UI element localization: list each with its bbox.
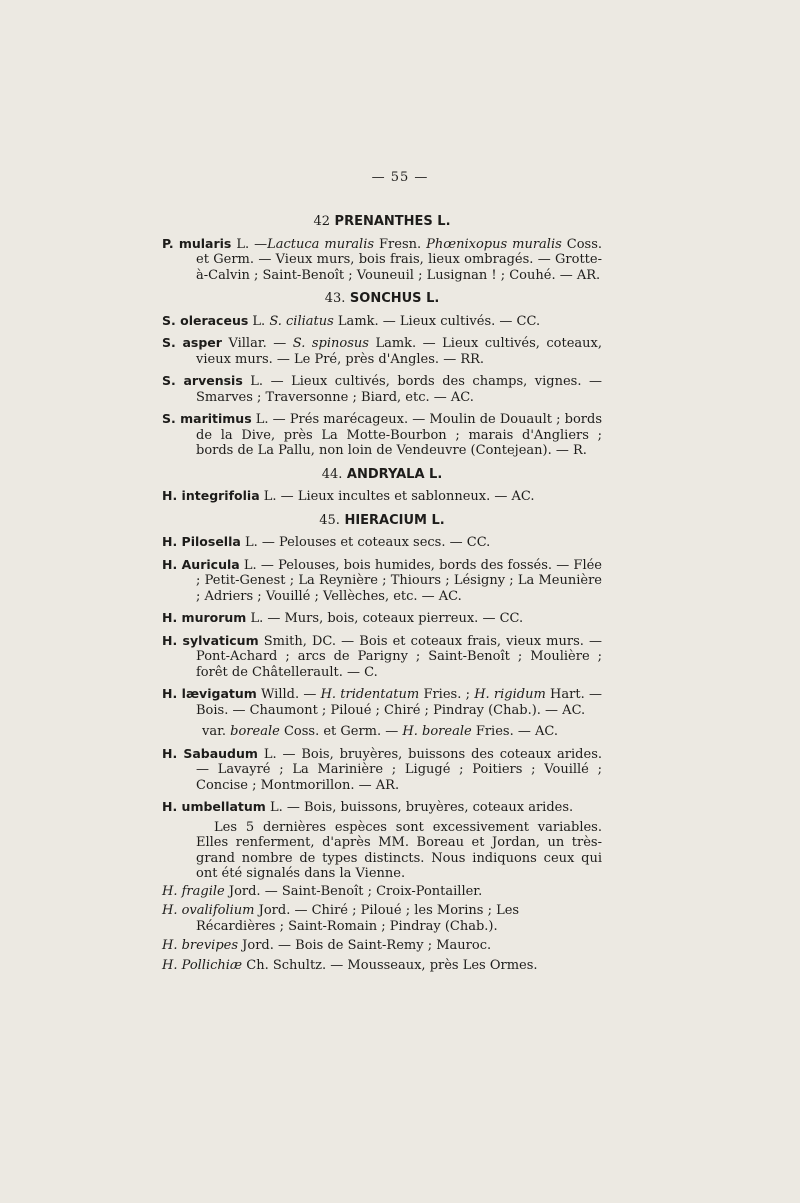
- minor-species-name: H. ovalifolium: [162, 903, 255, 918]
- species-name: S. maritimus: [162, 411, 252, 426]
- species-author: L.: [248, 313, 270, 329]
- flora-text: [162, 206, 602, 977]
- variety-line: [162, 724, 602, 740]
- species-name: H. lævigatum: [162, 686, 257, 701]
- species-author: L. —: [257, 746, 302, 762]
- species-text: Pelouses et coteaux secs. — CC.: [278, 535, 491, 550]
- species-name: H. Pilosella: [162, 534, 241, 549]
- species-name: P. mularis: [162, 235, 232, 251]
- species-author: L. —: [242, 374, 292, 389]
- minor-species-text: Jord. — Chiré ; Piloué ; les Morins ; Les Récardières ; Saint-Romain ; Pindray (Chab.).: [196, 903, 520, 934]
- species-entry: [162, 236, 602, 284]
- genus-number: 45.: [319, 512, 340, 528]
- species-name: H. integrifolia: [162, 488, 260, 503]
- species-text: Bois et coteaux frais, vieux murs. — Pont-Achard ; arcs de Parigny ; Saint-Benoît ; Moulière ; forêt de Châtellerault. — C.: [196, 633, 602, 680]
- species-text: Murs, bois, coteaux pierreux. — CC.: [284, 611, 524, 626]
- minor-species-entry: [162, 884, 602, 900]
- species-entry: [162, 313, 602, 330]
- genus-name: HIERACIUM L.: [344, 512, 445, 528]
- species-name: S. asper: [162, 335, 222, 350]
- species-author: L. —: [240, 535, 279, 550]
- species-name: H. Auricula: [162, 556, 240, 572]
- species-author: Villar. —: [221, 336, 293, 351]
- page-number: — 55 —: [371, 170, 429, 185]
- species-entry: [162, 335, 602, 367]
- synonym-2: Phœnixopus muralis: [426, 236, 562, 252]
- genus-name: PRENANTHES L.: [334, 214, 451, 229]
- genus-heading: [162, 291, 602, 307]
- species-entry: [162, 686, 602, 718]
- species-author: Willd. —: [256, 687, 321, 702]
- species-author: L. —: [259, 489, 298, 504]
- species-text: Bois, bruyères, buissons des coteaux arides. — Lavayré ; La Marinière ; Ligugé ; Poitiers ; Vouillé ; Concise ; Montmorillon. — AR.: [196, 746, 603, 793]
- species-text: Coss. et Germ. — Vieux murs, bois frais, lieux ombragés. — Grotte-à-Calvin ; Saint-Benoît ; Vouneuil ; Lusignan ! ; Couhé. — AR.: [196, 236, 603, 283]
- minor-species-text: Jord. — Saint-Benoît ; Croix-Pontailler.: [224, 883, 483, 899]
- species-text: Hart. — Bois. — Chaumont ; Piloué ; Chiré ; Pindray (Chab.). — AC.: [196, 687, 602, 718]
- minor-species-name: H. fragile: [162, 883, 225, 899]
- species-name: H. sylvaticum: [162, 632, 259, 648]
- species-text: Lieux cultivés, bords des champs, vignes. — Smarves ; Traversonne ; Biard, etc. — AC.: [196, 374, 602, 405]
- species-author: L. —: [265, 800, 304, 815]
- species-text: Bois, buissons, bruyères, coteaux arides.: [304, 800, 574, 815]
- minor-species-text: Jord. — Bois de Saint-Remy ; Mauroc.: [238, 938, 492, 953]
- species-text: Lamk. — Lieux cultivés. — CC.: [333, 313, 541, 329]
- species-author: L. —: [231, 236, 268, 252]
- species-name: S. oleraceus: [162, 312, 249, 328]
- variety-text: Fries. — AC.: [471, 724, 558, 739]
- species-entry: [162, 534, 602, 551]
- minor-species-entry: [162, 903, 602, 934]
- species-name: H. umbellatum: [162, 799, 266, 814]
- species-text: Pelouses, bois humides, bords des fossés. — Flée ; Petit-Genest ; La Reynière ; Thiours ; Lésigny ; La Meunière ; Adriers ; Vouillé ; Vellèches, etc. — AC.: [196, 557, 602, 604]
- genus-number: 42: [313, 214, 331, 229]
- genus-heading: [162, 467, 602, 483]
- species-entry: [162, 411, 602, 459]
- genus-heading: [162, 214, 602, 230]
- variety-prefix: var.: [202, 724, 231, 739]
- minor-species-name: H. brevipes: [162, 938, 239, 953]
- species-author: L. —: [251, 412, 290, 427]
- variety-synonym: H. boreale: [402, 724, 472, 739]
- species-author: L. —: [239, 557, 279, 573]
- editorial-note: Les 5 dernières espèces sont excessivement variables. Elles renferment, d'après MM. Boreau et Jordan, un très-grand nombre de types distincts. Nous indiquons ceux qui ont été signalés dans la Vienne.: [196, 819, 602, 881]
- species-author: L. —: [246, 611, 285, 626]
- species-entry: [162, 746, 602, 794]
- species-name: H. murorum: [162, 610, 247, 625]
- variety-name: boreale: [230, 724, 280, 739]
- synonym: S. ciliatus: [269, 313, 334, 329]
- minor-species-name: H. Pollichiæ: [162, 957, 243, 973]
- synonym: S. spinosus: [292, 336, 369, 351]
- species-entry: [162, 799, 602, 816]
- genus-heading: [162, 513, 602, 529]
- minor-species-text: Ch. Schultz. — Mousseaux, près Les Ormes.: [242, 957, 538, 973]
- genus-number: 44.: [321, 466, 343, 482]
- species-text: Lieux incultes et sablonneux. — AC.: [297, 489, 535, 504]
- variety-author: Coss. et Germ. —: [279, 724, 403, 739]
- species-name: S. arvensis: [162, 373, 243, 388]
- species-entry: [162, 488, 602, 505]
- species-author: Smith, DC. —: [258, 633, 360, 649]
- minor-species-entry: [162, 938, 602, 954]
- synonym-author: Fresn.: [374, 236, 427, 252]
- species-text: Prés marécageux. — Moulin de Douault ; bords de la Dive, près La Motte-Bourbon ; marais d'Angliers ; bords de La Pallu, non loin de Vendeuvre (Contejean). — R.: [196, 412, 603, 458]
- synonym-author: Fries. ;: [419, 687, 475, 702]
- species-text: Lamk. — Lieux cultivés, coteaux, vieux murs. — Le Pré, près d'Angles. — RR.: [196, 336, 603, 367]
- species-entry: [162, 557, 602, 605]
- species-entry: [162, 633, 602, 681]
- species-entry: [162, 373, 602, 405]
- species-name: H. Sabaudum: [162, 745, 258, 761]
- minor-species-entry: [162, 958, 602, 974]
- genus-number: 43.: [324, 291, 346, 306]
- synonym: H. tridentatum: [320, 687, 420, 702]
- synonym: Lactuca muralis: [267, 236, 375, 252]
- genus-name: ANDRYALA L.: [346, 466, 443, 482]
- synonym-2: H. rigidum: [474, 687, 546, 702]
- species-entry: [162, 610, 602, 627]
- genus-name: SONCHUS L.: [349, 291, 440, 306]
